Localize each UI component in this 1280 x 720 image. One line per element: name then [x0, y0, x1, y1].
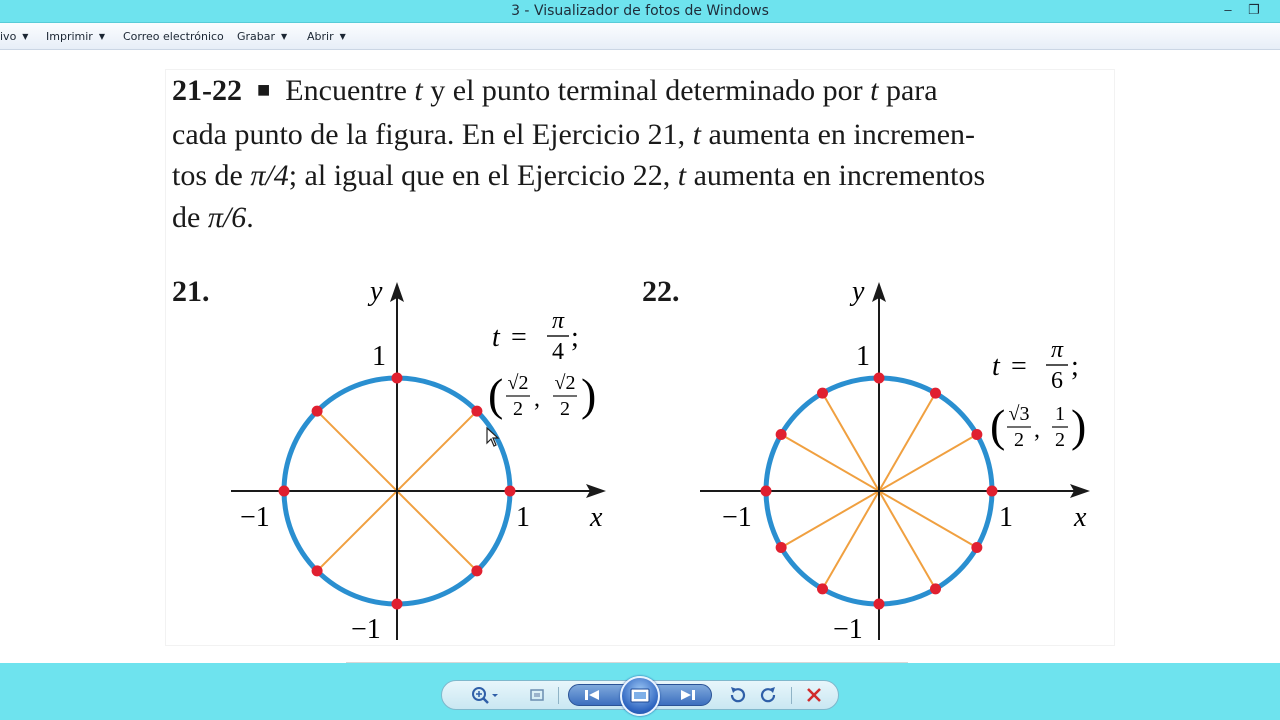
terminal-point — [761, 486, 772, 497]
terminal-point — [776, 542, 787, 553]
fig22-coord-close-paren: ) — [1071, 400, 1087, 451]
delete-icon[interactable] — [803, 684, 825, 706]
next-icon[interactable] — [674, 684, 702, 706]
p-line2-t: t — [692, 117, 701, 151]
bullet-square: ■ — [257, 77, 271, 102]
fig22-eq-t: t — [992, 351, 1000, 382]
chevron-down-icon: ▼ — [22, 32, 29, 41]
slideshow-icon — [622, 678, 658, 714]
previous-icon[interactable] — [578, 684, 606, 706]
fig22-coord-y-den: 2 — [1055, 429, 1065, 451]
photo-viewer[interactable] — [0, 50, 1280, 663]
fig21-eq-equals: = — [511, 322, 527, 353]
title-bar — [0, 0, 1280, 23]
fig22-coord-y-num: 1 — [1055, 403, 1065, 425]
terminal-point — [817, 583, 828, 594]
p-line3-b: ; al igual que en el Ejercicio 22, — [288, 159, 678, 192]
p-line4-b: . — [246, 200, 254, 234]
menu-correo[interactable] — [123, 30, 224, 43]
mouse-cursor-icon — [486, 427, 500, 447]
menu-archivo[interactable] — [0, 30, 28, 43]
terminal-point — [874, 599, 885, 610]
fig21-coord-y-den: 2 — [560, 398, 570, 420]
fig21-tick-neg-x: −1 — [240, 502, 270, 533]
window-title: 3 - Visualizador de fotos de Windows — [511, 3, 769, 19]
figure-22-unit-circle — [166, 70, 1114, 645]
fig21-coord-y-num: √2 — [554, 372, 576, 394]
fig21-coord-open-paren: ( — [488, 369, 504, 420]
menu-correo-label: Correo electrónico — [123, 30, 224, 43]
terminal-point — [776, 429, 787, 440]
p-line3-a: tos de — [172, 159, 251, 192]
p-line1-a: Encuentre — [285, 74, 415, 107]
exercise-21-label: 21. — [172, 275, 210, 308]
exercise-22-label: 22. — [642, 275, 680, 308]
actual-size-icon[interactable] — [526, 684, 548, 706]
fig21-coord-x-num: √2 — [507, 372, 529, 394]
fig21-eq-num: π — [551, 308, 565, 334]
terminal-point — [930, 583, 941, 594]
p-line4-frac: π/6 — [207, 200, 247, 234]
chevron-down-icon: ▼ — [98, 32, 105, 41]
fig21-axis-y-label: y — [370, 276, 383, 307]
rotate-left-icon[interactable] — [726, 684, 748, 706]
fig22-eq-den: 6 — [1051, 368, 1063, 394]
fig21-tick-neg-y: −1 — [351, 614, 381, 645]
chevron-down-icon: ▼ — [339, 32, 346, 41]
restore-button[interactable]: ❐ — [1248, 2, 1260, 17]
terminal-point — [971, 542, 982, 553]
fig22-coord-x-num: √3 — [1008, 403, 1030, 425]
fig21-eq-t: t — [492, 322, 500, 353]
terminal-point — [987, 486, 998, 497]
menu-abrir-label: Abrir — [307, 30, 334, 43]
fig21-eq-den: 4 — [552, 339, 564, 365]
separator — [791, 687, 792, 704]
fig21-tick-pos-y: 1 — [372, 341, 386, 372]
fig22-tick-pos-y: 1 — [856, 341, 870, 372]
menu-grabar-label: Grabar — [237, 30, 276, 43]
fig22-axis-y-label: y — [852, 276, 865, 307]
displayed-photo — [166, 70, 1114, 645]
p-line3-frac: π/4 — [250, 159, 289, 192]
p-line2-b: aumenta en incremen- — [700, 117, 975, 151]
problem-number: 21-22 — [172, 74, 242, 107]
menu-abrir[interactable] — [307, 30, 346, 43]
terminal-point — [971, 429, 982, 440]
separator — [558, 687, 559, 704]
fig22-axis-x-label: x — [1074, 502, 1087, 533]
fig22-eq-equals: = — [1011, 351, 1027, 382]
p-line3-c: aumenta en incrementos — [686, 159, 986, 192]
p-line1-t1: t — [414, 74, 423, 107]
fig22-coord-open-paren: ( — [990, 400, 1006, 451]
p-line3-t: t — [677, 159, 687, 192]
fig21-eq-semicolon: ; — [571, 322, 579, 353]
minimize-button[interactable]: – — [1224, 2, 1232, 17]
rotate-right-icon[interactable] — [758, 684, 780, 706]
fig22-coord-comma: , — [1034, 417, 1040, 443]
p-line1-t2: t — [870, 74, 879, 107]
fig21-tick-pos-x: 1 — [516, 502, 530, 533]
menu-bar — [0, 23, 1280, 50]
menu-archivo-label: ivo — [0, 30, 17, 43]
fig22-tick-neg-x: −1 — [722, 502, 752, 533]
p-line1-b: y el punto terminal determinado por — [422, 74, 871, 107]
terminal-point — [930, 388, 941, 399]
chevron-down-icon: ▼ — [281, 32, 288, 41]
fig22-coord-x-den: 2 — [1014, 429, 1024, 451]
menu-grabar[interactable] — [237, 30, 287, 43]
fig21-axis-x-label: x — [590, 502, 603, 533]
p-line4-a: de — [172, 200, 208, 234]
slideshow-button[interactable] — [620, 676, 660, 716]
terminal-point — [817, 388, 828, 399]
fig21-coord-x-den: 2 — [513, 398, 523, 420]
p-line2-a: cada punto de la figura. En el Ejercicio 21, — [172, 117, 693, 151]
fig21-coord-comma: , — [534, 386, 540, 412]
fig22-tick-pos-x: 1 — [999, 502, 1013, 533]
menu-imprimir-label: Imprimir — [46, 30, 93, 43]
bottom-control-bar — [0, 663, 1280, 720]
fig22-eq-num: π — [1050, 337, 1064, 363]
terminal-point — [874, 373, 885, 384]
menu-imprimir[interactable] — [46, 30, 105, 43]
p-line1-c: para — [878, 74, 938, 107]
fig22-eq-semicolon: ; — [1071, 351, 1079, 382]
zoom-icon[interactable] — [468, 684, 500, 706]
fig22-tick-neg-y: −1 — [833, 614, 863, 645]
fig21-coord-close-paren: ) — [581, 369, 597, 420]
